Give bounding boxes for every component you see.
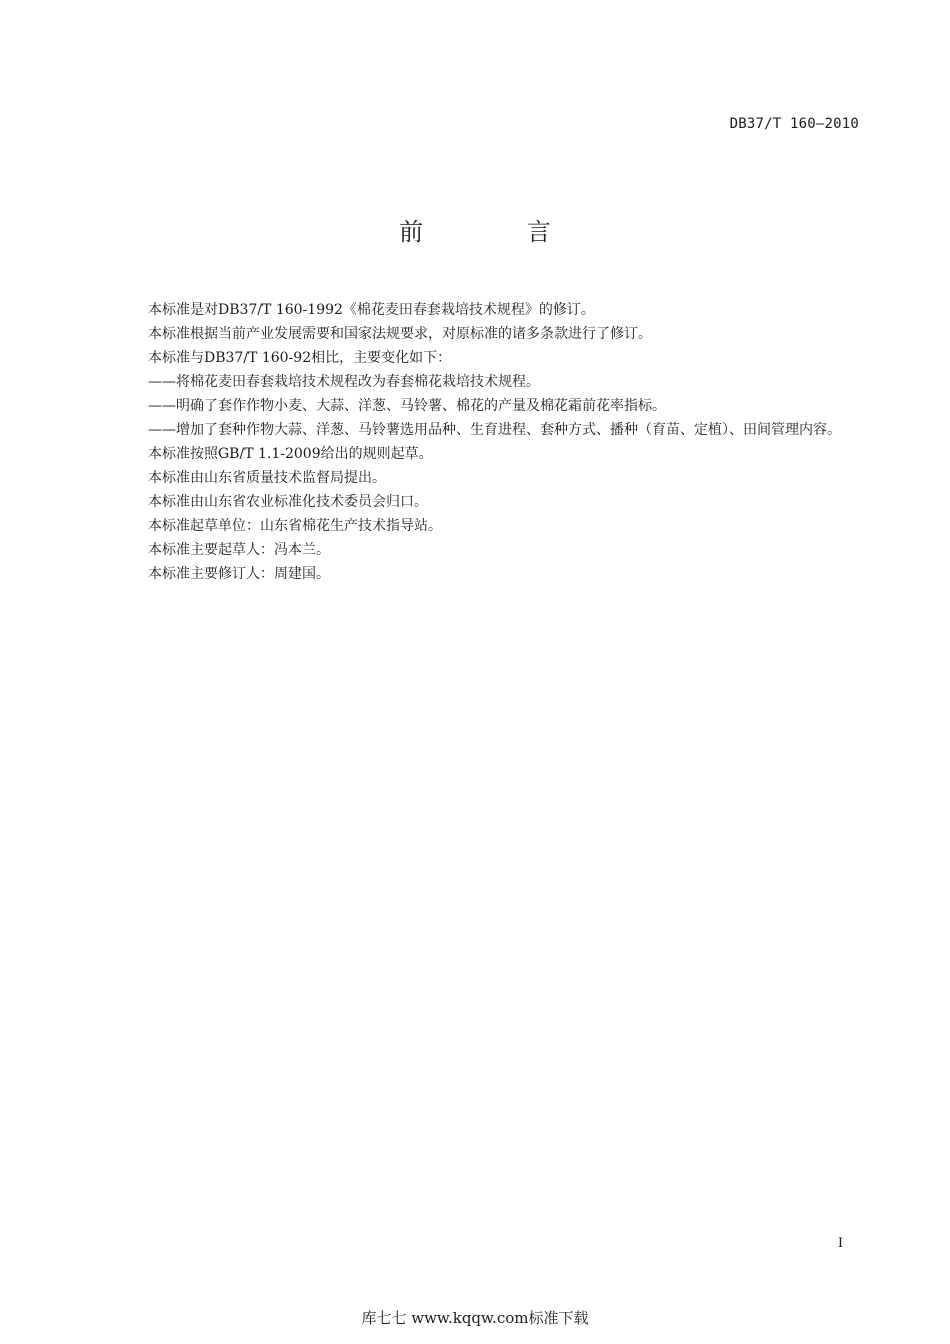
paragraph-drafter: 本标准主要起草人：冯本兰。 [148,542,330,558]
foreword-body [114,298,862,586]
paragraph-proposer: 本标准由山东省质量技术监督局提出。 [148,470,386,486]
page-number: I [837,1236,843,1251]
paragraph-drafting-rules: 本标准按照GB/T 1.1-2009给出的规则起草。 [148,446,433,462]
paragraph-reviser: 本标准主要修订人：周建国。 [148,566,330,582]
paragraph-revision-reason: 本标准根据当前产业发展需要和国家法规要求，对原标准的诸多条款进行了修订。 [148,326,652,342]
change-item-title: ——将棉花麦田春套栽培技术规程改为春套棉花栽培技术规程。 [148,374,540,390]
page-title: 前 言 [399,218,599,246]
change-item-yield: ——明确了套作作物小麦、大蒜、洋葱、马铃薯、棉花的产量及棉花霜前花率指标。 [148,398,666,414]
change-item-crops: ——增加了套种作物大蒜、洋葱、马铃薯选用品种、生育进程、套种方式、播种（育苗、定植）、田间管理内容。 [148,422,841,438]
paragraph-revision-note: 本标准是对DB37/T 160-1992《棉花麦田春套栽培技术规程》的修订。 [148,302,595,318]
footer-watermark: 库七七 www.kqqw.com标准下载 [361,1309,589,1327]
paragraph-drafting-unit: 本标准起草单位：山东省棉花生产技术指导站。 [148,518,442,534]
paragraph-committee: 本标准由山东省农业标准化技术委员会归口。 [148,494,428,510]
standard-code: DB37/T 160—2010 [729,116,859,132]
paragraph-main-changes: 本标准与DB37/T 160-92相比，主要变化如下： [148,350,452,366]
